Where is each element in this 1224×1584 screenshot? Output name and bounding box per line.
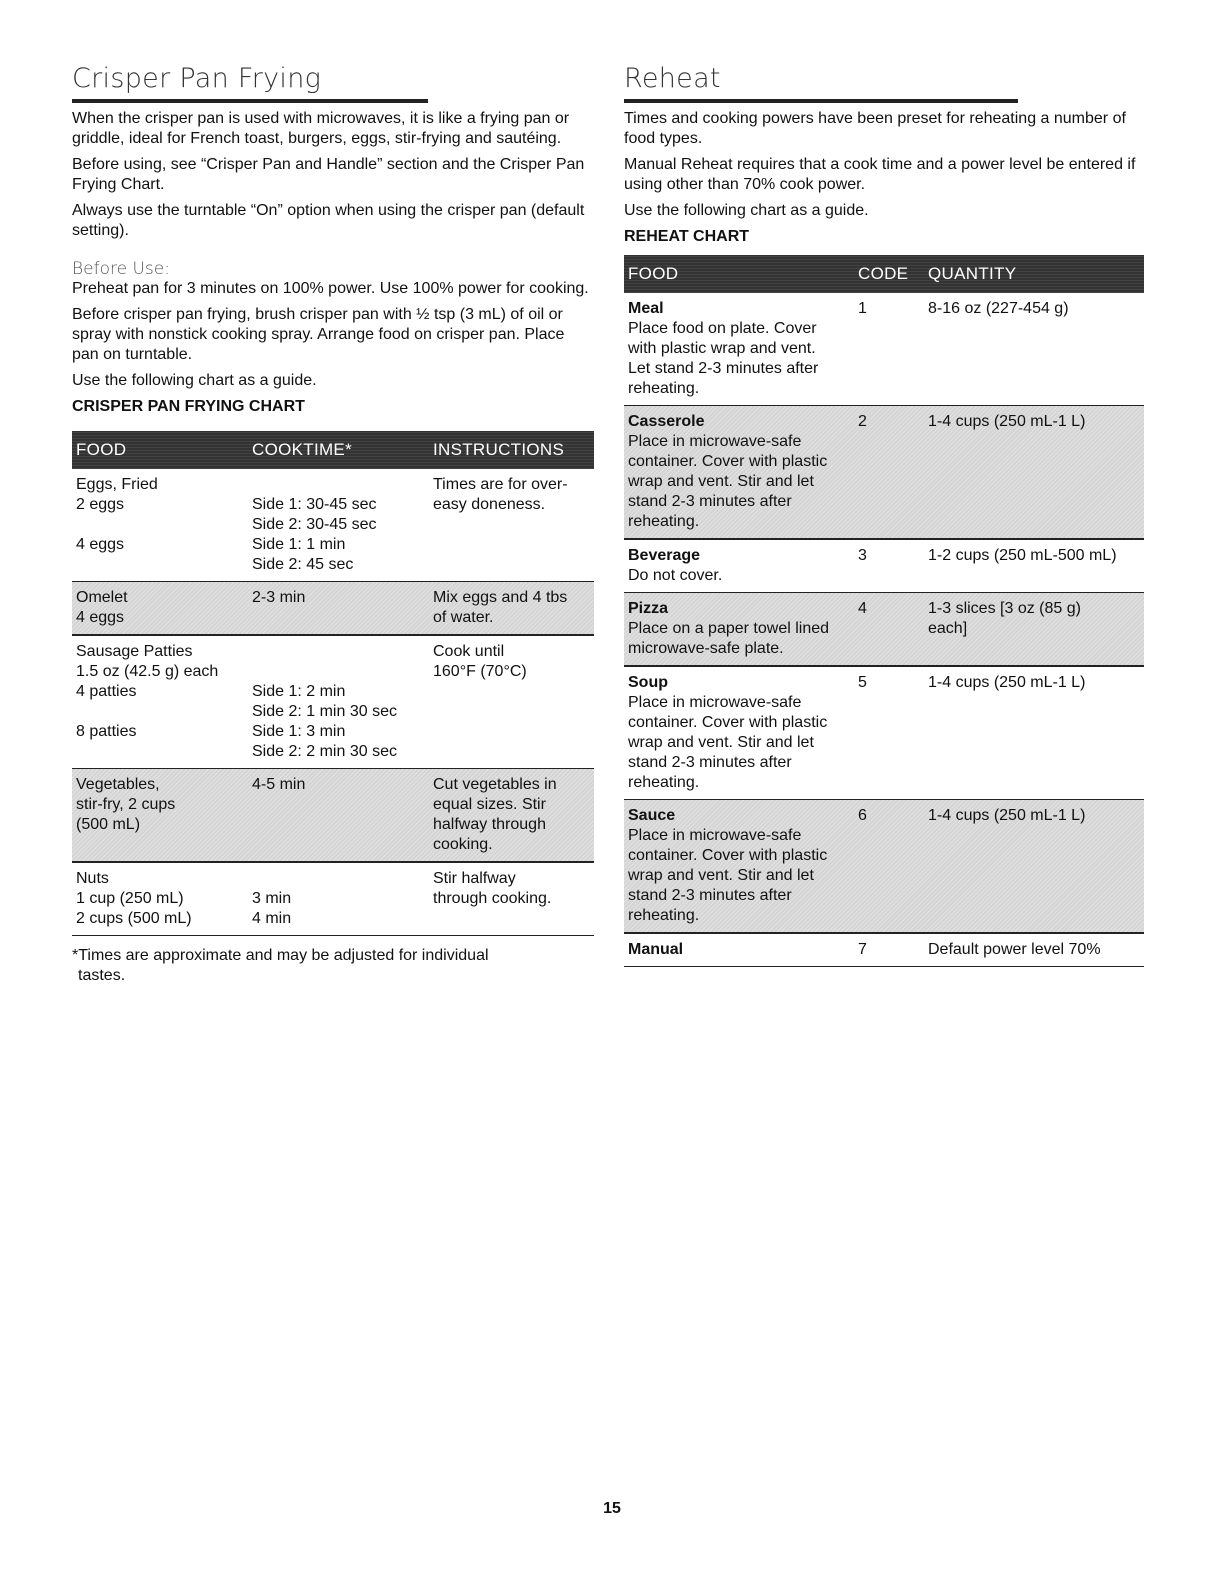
food-cell <box>624 299 858 399</box>
cell-line: reheating. <box>628 513 700 530</box>
quantity-cell <box>928 806 1144 926</box>
reheat-chart-row <box>624 593 1144 667</box>
intro-paragraph: Always use the turntable “On” option when using the crisper pan (default setting). <box>72 202 585 239</box>
before-use-paragraph: Before crisper pan frying, brush crisper pan with ½ tsp (3 mL) of oil or spray with nonstick cooking spray. Arrange food on crisper pan. Place pan on turntable. <box>72 306 565 363</box>
instructions-cell <box>433 475 593 575</box>
reheat-paragraph: Use the following chart as a guide. <box>624 202 869 219</box>
instructions-cell <box>433 642 593 762</box>
reheat-chart-row <box>624 667 1144 800</box>
crisper-chart-row <box>72 469 594 582</box>
crisper-chart-row <box>72 769 594 863</box>
header-food: FOOD <box>628 264 679 283</box>
crisper-chart-row <box>72 636 594 769</box>
instructions-cell <box>433 869 593 929</box>
cell-line: container. Cover with plastic <box>628 847 828 864</box>
cell-line: Mix eggs and 4 tbs <box>433 589 568 606</box>
cell-line: stand 2-3 minutes after <box>628 493 792 510</box>
code-cell: 5 <box>858 674 867 691</box>
cell-line: cooking. <box>433 836 493 853</box>
quantity-cell <box>928 299 1144 399</box>
cell-line: reheating. <box>628 380 700 397</box>
reheat-title: Reheat <box>624 63 721 94</box>
food-cell <box>72 775 252 855</box>
cell-line: 4 min <box>252 910 292 927</box>
cell-line: 1-3 slices [3 oz (85 g) <box>928 600 1081 617</box>
cell-line: each] <box>928 620 968 637</box>
cell-line: 4 patties <box>76 683 137 700</box>
cell-line: 1-4 cups (250 mL-1 L) <box>928 674 1086 691</box>
cell-line: 1-4 cups (250 mL-1 L) <box>928 413 1086 430</box>
cooktime-cell <box>252 588 433 628</box>
food-cell <box>624 806 858 926</box>
cell-line: of water. <box>433 609 494 626</box>
cell-line <box>76 515 252 535</box>
cell-line <box>76 702 252 722</box>
page-number: 15 <box>603 1500 621 1517</box>
cooktime-cell <box>252 775 433 855</box>
quantity-cell <box>928 673 1144 793</box>
cell-line: 1 cup (250 mL) <box>76 890 184 907</box>
reheat-chart <box>624 255 1144 967</box>
cell-line: 4 eggs <box>76 536 125 553</box>
instructions-cell <box>433 588 593 628</box>
cell-line: Stir halfway <box>433 870 516 887</box>
header-instructions: INSTRUCTIONS <box>433 440 565 459</box>
quantity-cell <box>928 940 1144 960</box>
cell-line: 2-3 min <box>252 589 306 606</box>
cell-line <box>252 662 433 682</box>
food-cell <box>72 588 252 628</box>
cell-line: 4-5 min <box>252 776 306 793</box>
cell-line: Do not cover. <box>628 567 723 584</box>
quantity-cell <box>928 599 1144 659</box>
reheat-chart-row <box>624 406 1144 540</box>
cell-line: Omelet <box>76 589 128 606</box>
reheat-chart-row <box>624 934 1144 967</box>
food-cell <box>72 642 252 762</box>
food-name: Pizza <box>628 600 669 617</box>
code-cell: 4 <box>858 600 867 617</box>
quantity-cell <box>928 412 1144 532</box>
cell-line: 2 eggs <box>76 496 125 513</box>
food-cell <box>624 546 858 586</box>
cell-line: Let stand 2-3 minutes after <box>628 360 819 377</box>
reheat-chart-row <box>624 540 1144 593</box>
food-cell <box>624 599 858 659</box>
code-cell: 7 <box>858 941 867 958</box>
header-quantity: QUANTITY <box>928 264 1017 283</box>
crisper-pan-title: Crisper Pan Frying <box>72 63 322 94</box>
cell-line: Side 1: 1 min <box>252 536 346 553</box>
cell-line: stand 2-3 minutes after <box>628 754 792 771</box>
cell-line: Side 2: 45 sec <box>252 556 354 573</box>
header-food: FOOD <box>76 440 127 459</box>
cell-line: equal sizes. Stir <box>433 796 546 813</box>
cooktime-cell <box>252 475 433 575</box>
cell-line: Times are for over- <box>433 476 568 493</box>
food-name: Soup <box>628 674 668 691</box>
cell-line: container. Cover with plastic <box>628 714 828 731</box>
before-use-heading: Before Use: <box>72 259 170 279</box>
code-cell: 3 <box>858 547 867 564</box>
crisper-footnote <box>72 946 594 986</box>
food-cell <box>624 673 858 793</box>
cell-line: Nuts <box>76 870 109 887</box>
crisper-pan-section <box>72 62 594 986</box>
intro-paragraph: When the crisper pan is used with microwaves, it is like a frying pan or griddle, ideal for French toast, burgers, eggs, stir-frying and sautéing. <box>72 110 570 147</box>
cell-line: with plastic wrap and vent. <box>628 340 816 357</box>
reheat-section <box>624 62 1144 967</box>
cell-line: Place in microwave-safe <box>628 827 802 844</box>
cell-line: Place in microwave-safe <box>628 433 802 450</box>
food-name: Beverage <box>628 547 701 564</box>
crisper-chart-row <box>72 863 594 936</box>
cell-line: Place food on plate. Cover <box>628 320 817 337</box>
cell-line <box>252 475 433 495</box>
cooktime-cell <box>252 642 433 762</box>
crisper-chart-header <box>72 431 594 469</box>
cell-line: reheating. <box>628 774 700 791</box>
cell-line: through cooking. <box>433 890 552 907</box>
reheat-chart-title: REHEAT CHART <box>624 228 750 245</box>
cell-line: container. Cover with plastic <box>628 453 828 470</box>
reheat-chart-header <box>624 255 1144 293</box>
cell-line <box>252 869 433 889</box>
cell-line: stand 2-3 minutes after <box>628 887 792 904</box>
crisper-chart-row <box>72 582 594 636</box>
header-cooktime: COOKTIME* <box>252 440 352 459</box>
instructions-cell <box>433 775 593 855</box>
code-cell: 6 <box>858 807 867 824</box>
cell-line: 4 eggs <box>76 609 125 626</box>
cell-line: wrap and vent. Stir and let <box>628 473 814 490</box>
code-cell: 1 <box>858 300 867 317</box>
cell-line: Default power level 70% <box>928 941 1101 958</box>
cooktime-cell <box>252 869 433 929</box>
cell-line: 1-2 cups (250 mL-500 mL) <box>928 547 1117 564</box>
cell-line: Side 2: 2 min 30 sec <box>252 743 397 760</box>
cell-line: Vegetables, <box>76 776 160 793</box>
cell-line: Eggs, Fried <box>76 476 158 493</box>
quantity-cell <box>928 546 1144 586</box>
footnote-line: tastes. <box>78 967 126 984</box>
food-cell <box>72 475 252 575</box>
footnote-line: *Times are approximate and may be adjusted for individual <box>72 947 489 964</box>
cell-line: halfway through <box>433 816 546 833</box>
before-use-paragraph: Preheat pan for 3 minutes on 100% power. Use 100% power for cooking. <box>72 280 589 297</box>
food-name: Casserole <box>628 413 705 430</box>
food-cell <box>624 412 858 532</box>
crisper-chart-title: CRISPER PAN FRYING CHART <box>72 398 305 415</box>
cell-line: Sausage Patties <box>76 643 193 660</box>
cell-line: 1.5 oz (42.5 g) each <box>76 663 219 680</box>
crisper-chart <box>72 431 594 936</box>
cell-line: Side 1: 2 min <box>252 683 346 700</box>
reheat-chart-row <box>624 293 1144 406</box>
cell-line: 1-4 cups (250 mL-1 L) <box>928 807 1086 824</box>
cell-line: Side 2: 1 min 30 sec <box>252 703 397 720</box>
food-name: Sauce <box>628 807 676 824</box>
cell-line: Place on a paper towel lined <box>628 620 830 637</box>
cell-line: reheating. <box>628 907 700 924</box>
cell-line: easy doneness. <box>433 496 546 513</box>
food-cell <box>72 869 252 929</box>
cell-line: 8-16 oz (227-454 g) <box>928 300 1069 317</box>
cell-line: 8 patties <box>76 723 137 740</box>
reheat-paragraph: Manual Reheat requires that a cook time and a power level be entered if using other than 70% cook power. <box>624 156 1136 193</box>
food-name: Manual <box>628 941 684 958</box>
cell-line: wrap and vent. Stir and let <box>628 867 814 884</box>
reheat-paragraph: Times and cooking powers have been preset for reheating a number of food types. <box>624 110 1126 147</box>
cell-line: 2 cups (500 mL) <box>76 910 192 927</box>
code-cell: 2 <box>858 413 867 430</box>
cell-line: microwave-safe plate. <box>628 640 784 657</box>
reheat-chart-row <box>624 800 1144 934</box>
food-cell <box>624 940 858 960</box>
cell-line <box>252 642 433 662</box>
intro-paragraph: Before using, see “Crisper Pan and Handle” section and the Crisper Pan Frying Chart. <box>72 156 585 193</box>
cell-line: 3 min <box>252 890 292 907</box>
before-use-paragraph: Use the following chart as a guide. <box>72 372 317 389</box>
cell-line: wrap and vent. Stir and let <box>628 734 814 751</box>
header-code: CODE <box>858 264 909 283</box>
cell-line: Place in microwave-safe <box>628 694 802 711</box>
title-rule <box>624 99 1018 103</box>
cell-line: stir-fry, 2 cups <box>76 796 176 813</box>
cell-line: (500 mL) <box>76 816 141 833</box>
cell-line: Side 1: 3 min <box>252 723 346 740</box>
cell-line: Side 2: 30-45 sec <box>252 516 377 533</box>
title-rule <box>72 99 428 103</box>
cell-line: Side 1: 30-45 sec <box>252 496 377 513</box>
cell-line: Cook until <box>433 643 505 660</box>
cell-line: Cut vegetables in <box>433 776 557 793</box>
cell-line: 160°F (70°C) <box>433 663 527 680</box>
food-name: Meal <box>628 300 664 317</box>
